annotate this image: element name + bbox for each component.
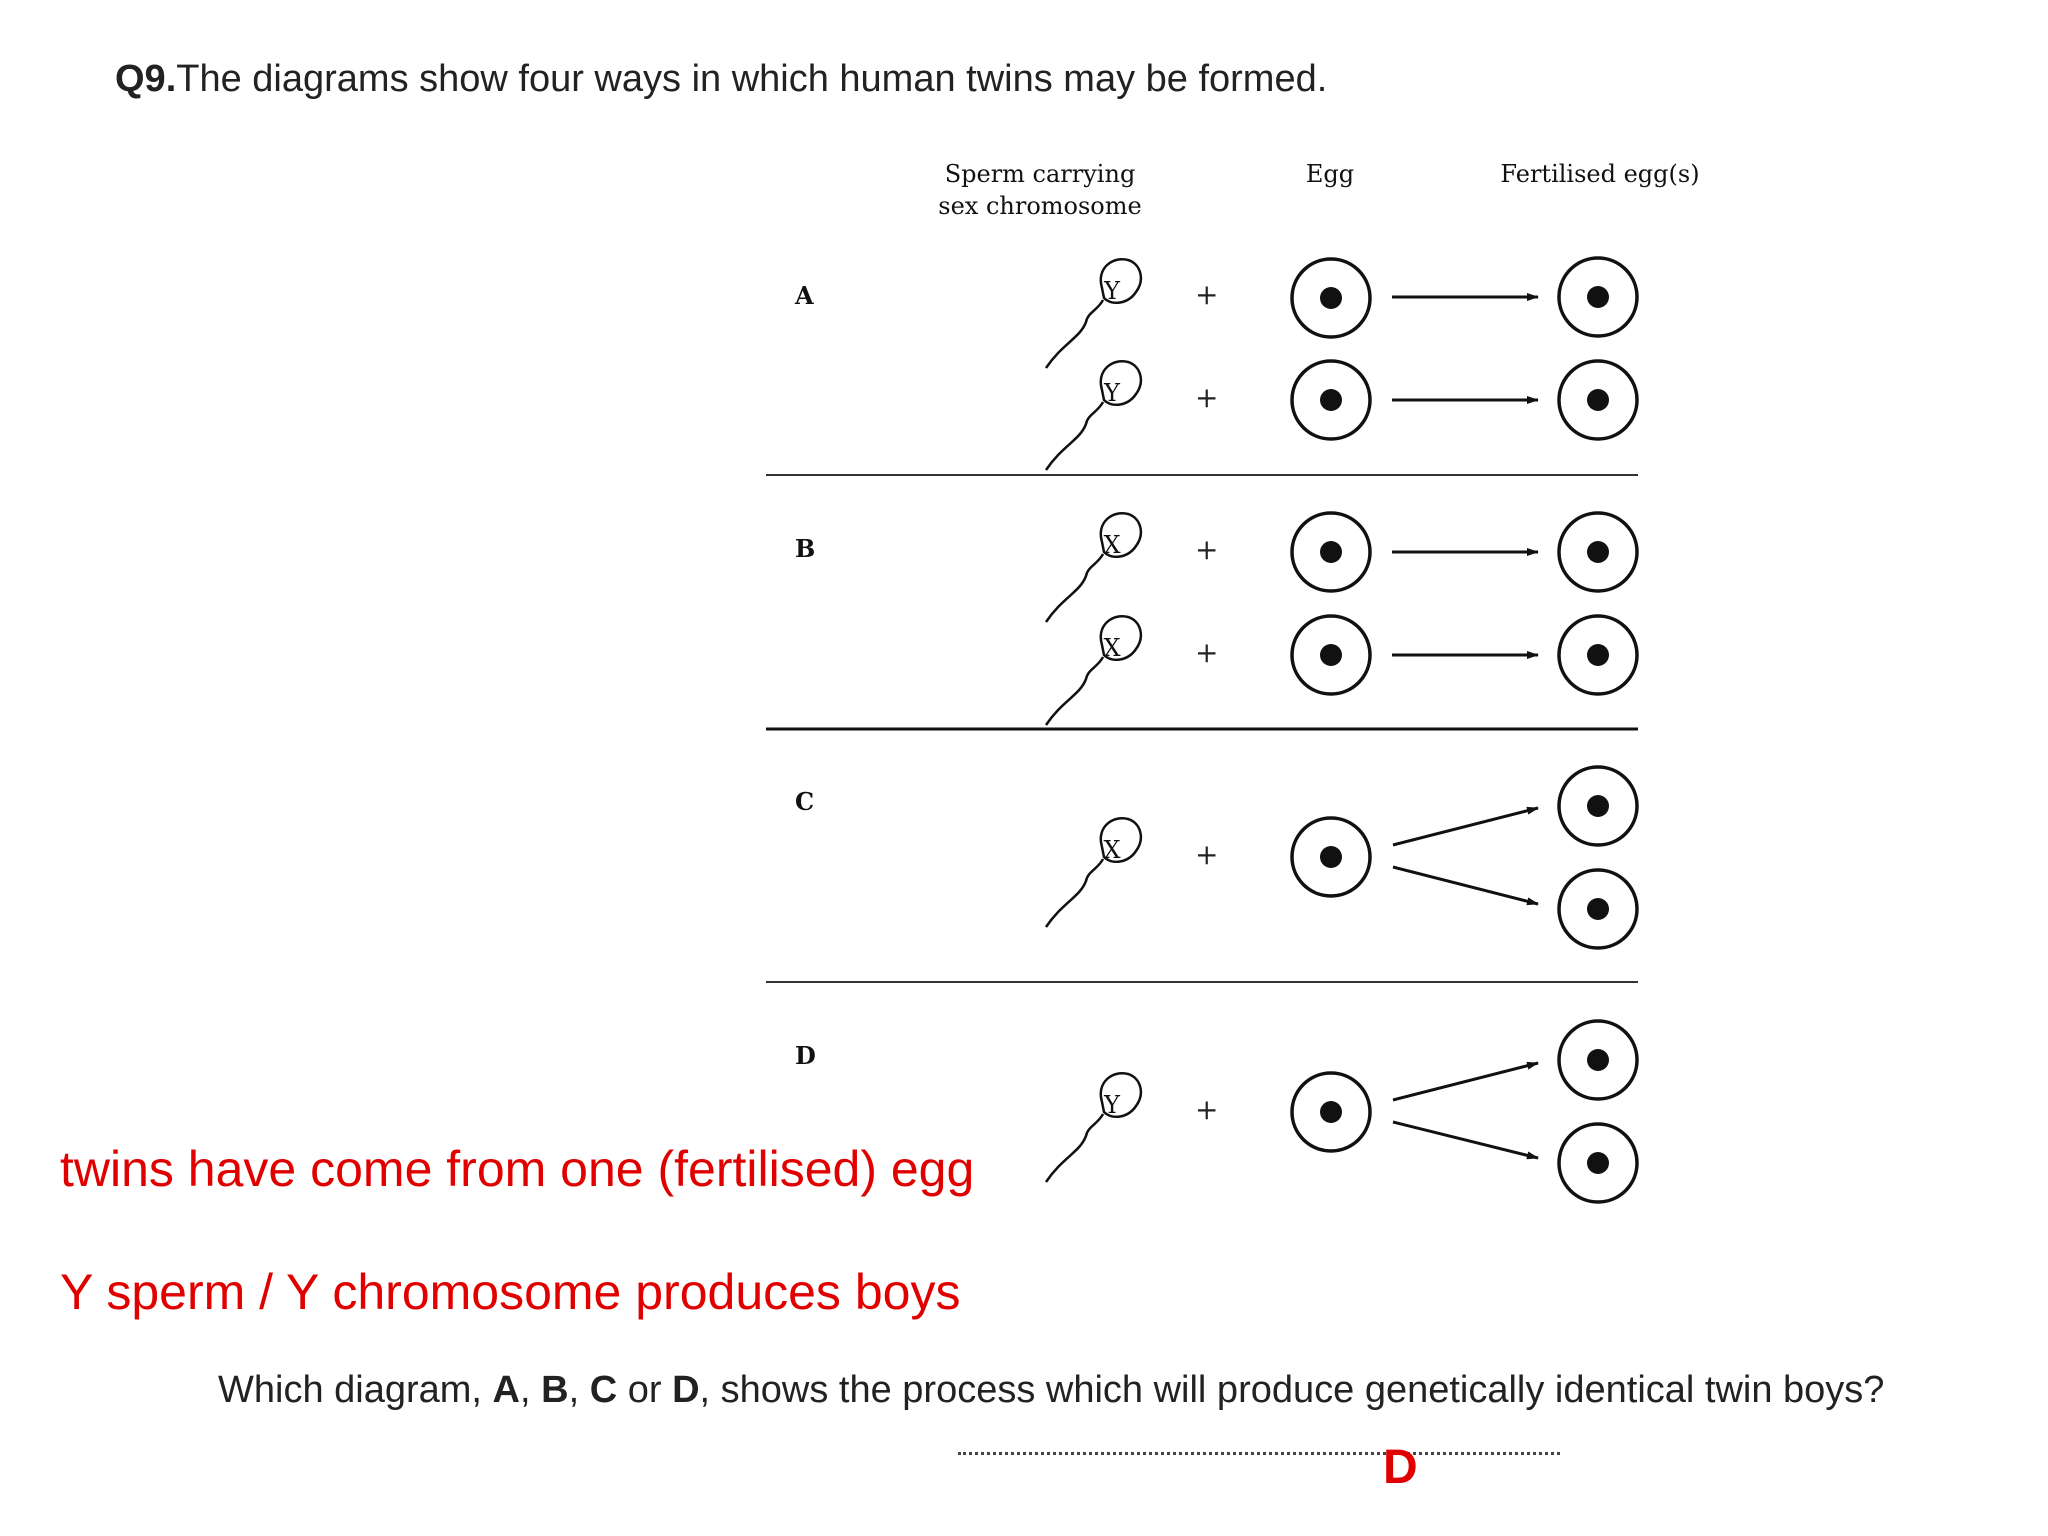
annotation-one-egg: twins have come from one (fertilised) egg [60, 1141, 975, 1197]
plus-sign-c: + [1195, 838, 1219, 871]
plus-sign-a2: + [1195, 381, 1219, 414]
column-heading-sperm-line1: Sperm carrying [944, 160, 1136, 188]
egg-c [1292, 818, 1370, 896]
option-a: A [492, 1369, 520, 1411]
row-d-graphics [1046, 1021, 1637, 1202]
fertilised-egg-c2 [1559, 870, 1637, 948]
sperm-label-b2: X [1103, 634, 1121, 662]
question-prompt: Which diagram, A, B, C or D, shows the process which will produce genetically identical twin boys? [218, 1369, 1885, 1411]
row-b-graphics [1046, 513, 1637, 725]
question-number: Q9. [115, 58, 177, 100]
sperm-b2 [1046, 616, 1141, 725]
plus-sign-b2: + [1195, 636, 1219, 669]
plus-sign-b1: + [1195, 533, 1219, 566]
annotation-y-sperm: Y sperm / Y chromosome produces boys [60, 1264, 961, 1320]
sperm-a2 [1046, 361, 1141, 470]
option-c: C [589, 1369, 618, 1411]
question-text: The diagrams show four ways in which human twins may be formed. [176, 58, 1328, 100]
row-letter-a: A [795, 281, 814, 310]
sperm-d [1046, 1073, 1141, 1182]
answer-text: D [1383, 1441, 1418, 1494]
sperm-label-a2: Y [1104, 379, 1120, 407]
row-c-graphics [1046, 767, 1637, 948]
option-d: D [672, 1369, 700, 1411]
egg-b1 [1292, 513, 1370, 591]
plus-sign-d: + [1195, 1093, 1219, 1126]
fertilised-egg-d2 [1559, 1124, 1637, 1202]
fertilised-egg-b2 [1559, 616, 1637, 694]
column-heading-fertilised: Fertilised egg(s) [1500, 160, 1700, 188]
sperm-label-a1: Y [1104, 277, 1120, 305]
option-b: B [541, 1369, 569, 1411]
sperm-label-b1: X [1103, 531, 1121, 559]
egg-a1 [1292, 259, 1370, 337]
egg-d [1292, 1073, 1370, 1151]
row-letter-c: C [795, 787, 815, 816]
fertilised-egg-d1 [1559, 1021, 1637, 1099]
column-heading-egg: Egg [1305, 160, 1355, 188]
row-letter-d: D [795, 1041, 816, 1070]
plus-sign-a1: + [1195, 278, 1219, 311]
row-letter-b: B [795, 534, 816, 563]
sperm-b1 [1046, 513, 1141, 622]
sperm-label-c: X [1103, 836, 1121, 864]
sperm-c [1046, 818, 1141, 927]
egg-a2 [1292, 361, 1370, 439]
sperm-label-d: Y [1104, 1091, 1120, 1119]
answer-line[interactable] [958, 1452, 1560, 1455]
fertilised-egg-b1 [1559, 513, 1637, 591]
row-a-graphics [1046, 258, 1637, 470]
fertilised-egg-a1 [1559, 258, 1637, 336]
fertilised-egg-a2 [1559, 361, 1637, 439]
egg-b2 [1292, 616, 1370, 694]
sperm-a1 [1046, 259, 1141, 368]
column-heading-sperm-line2: sex chromosome [938, 192, 1142, 220]
fertilised-egg-c1 [1559, 767, 1637, 845]
